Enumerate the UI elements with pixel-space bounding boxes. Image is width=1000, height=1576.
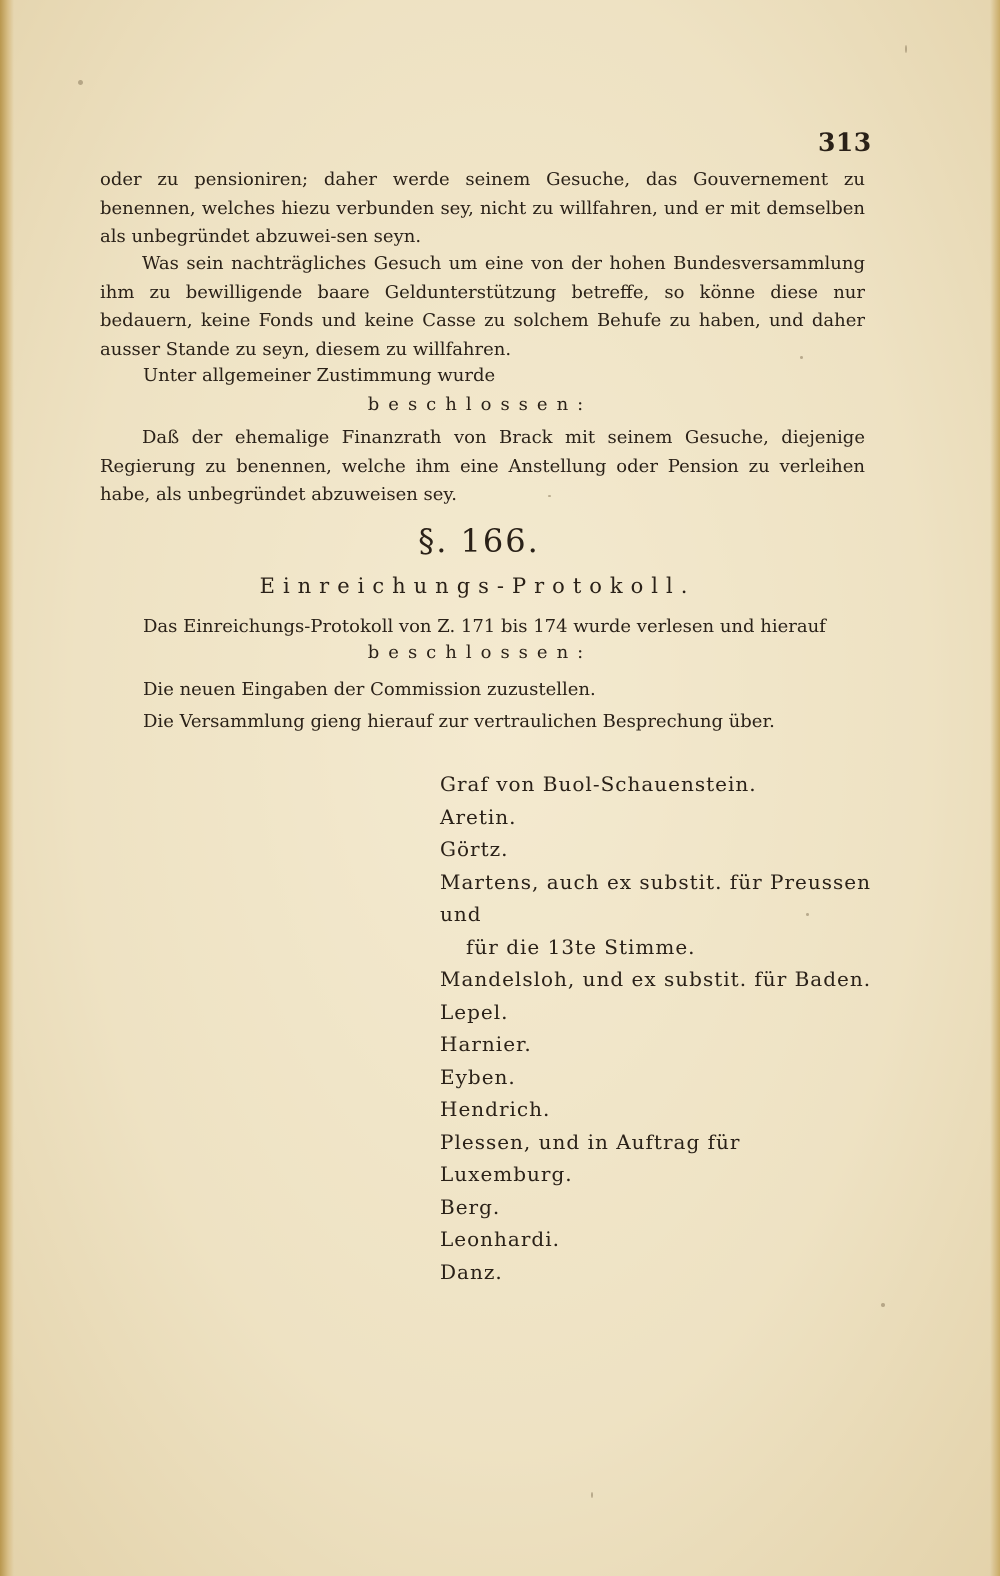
paper-speck: [78, 80, 83, 85]
signature-entry: Berg.: [440, 1194, 501, 1219]
paragraph-adjourn: Die Versammlung gieng hierauf zur vertraulichen Besprechung über.: [143, 711, 775, 732]
page-number: 313: [818, 128, 872, 157]
signature-entry: Leonhardi.: [440, 1227, 560, 1251]
section-number: §. 166.: [418, 522, 540, 560]
signature-entry: Lepel.: [440, 999, 509, 1024]
signature-entry-text: Martens, auch ex substit. für Preussen und: [440, 869, 871, 926]
signature-entry: Mandelsloh, und ex substit. für Baden.: [440, 967, 872, 991]
paragraph-commission: Die neuen Eingaben der Commission zuzustellen.: [143, 679, 596, 700]
page-edge-right: [990, 0, 1000, 1576]
paragraph-continuation: oder zu pensioniren; daher werde seinem Gesuche, das Gouvernement zu benennen, welches hiezu verbunden sey, nicht zu willfahren, und er mit demselben als unbegründet abzuwei-sen seyn.: [100, 169, 865, 247]
paragraph-protocol-read: Das Einreichungs-Protokoll von Z. 171 bis 174 wurde verlesen und hierauf: [143, 616, 826, 637]
resolution-text: Daß der ehemalige Finanzrath von Brack mit seinem Gesuche, diejenige Regierung zu benennen, welche ihm eine Anstellung oder Pension zu verleihen habe, als unbegründet abzuweisen sey.: [100, 427, 865, 505]
paper-speck: [800, 356, 803, 359]
signature-entry: Graf von Buol-Schauenstein.: [440, 772, 757, 796]
paragraph-assent: Unter allgemeiner Zustimmung wurde: [143, 365, 496, 386]
section-title: Einreichungs-Protokoll.: [259, 574, 696, 598]
signature-entry: Aretin.: [440, 804, 517, 829]
signature-entry: Eyben.: [440, 1064, 516, 1089]
paper-speck: [881, 1303, 885, 1307]
resolution-heading-2: beschlossen:: [367, 642, 593, 663]
signature-entry-multiline: [440, 866, 880, 964]
resolution-heading: beschlossen:: [367, 394, 593, 415]
paragraph-subsidy-request: Was sein nachträgliches Gesuch um eine von der hohen Bundesversammlung ihm zu bewilligende baare Geldunterstützung betreffe, so könne diese nur bedauern, keine Fonds und keine Casse zu solchem Behufe zu haben, und daher ausser Stande zu seyn, diesem zu willfahren.: [100, 253, 865, 360]
signature-list: [440, 768, 880, 1288]
page-edge-left: [0, 0, 14, 1576]
signature-continuation: für die 13te Stimme.: [466, 934, 696, 959]
signature-entry: Görtz.: [440, 837, 509, 861]
paper-speck: [905, 45, 907, 53]
signature-entry: Plessen, und in Auftrag für Luxemburg.: [440, 1129, 741, 1186]
signature-entry: Danz.: [440, 1259, 503, 1284]
paper-speck: [806, 913, 809, 916]
paper-speck: [548, 495, 551, 497]
signature-entry: Harnier.: [440, 1032, 532, 1056]
signature-entry: Hendrich.: [440, 1097, 551, 1121]
paper-speck: [591, 1492, 593, 1498]
